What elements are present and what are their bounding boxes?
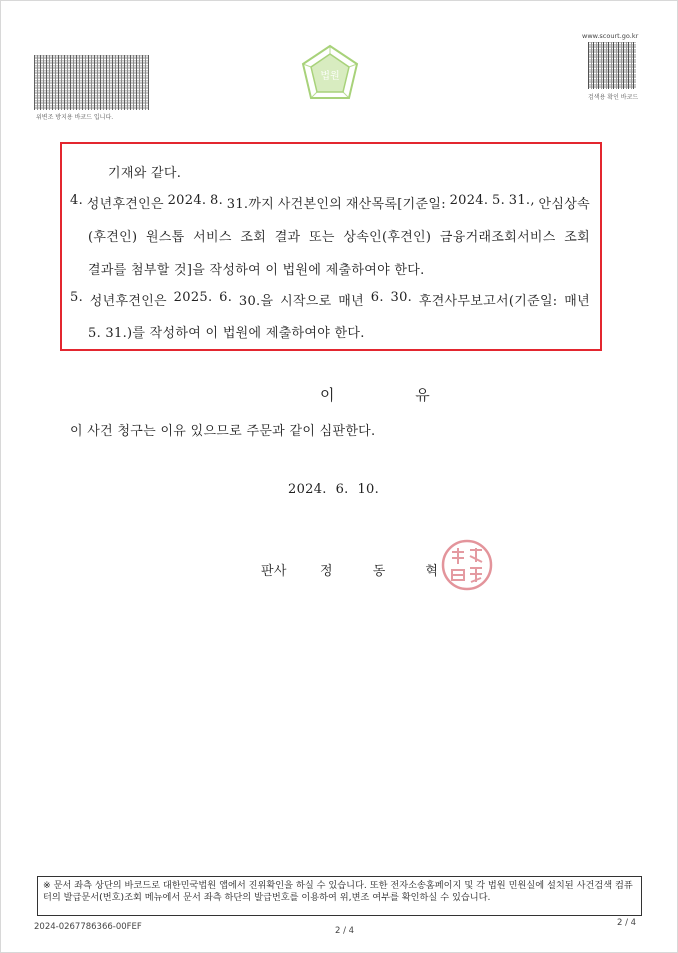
page-number-right: 2 / 4 bbox=[617, 918, 637, 928]
item-5-line-2: 5. 31.)를 작성하여 이 법원에 제출하여야 한다. bbox=[88, 326, 365, 341]
decision-date: 2024. 6. 10. bbox=[288, 482, 380, 497]
judge-title: 판사 bbox=[261, 564, 287, 579]
judge-name: 정 동 혁 bbox=[320, 564, 456, 579]
court-website-url: www.scourt.go.kr bbox=[582, 32, 639, 40]
reason-heading: 이 유 bbox=[320, 386, 468, 404]
court-emblem-icon bbox=[297, 42, 363, 108]
item-4-line-2: (후견인) 원스톱 서비스 조회 결과 또는 상속인(후견인) 금융거래조회서비스 조회 bbox=[88, 230, 590, 245]
judge-seal-stamp-icon bbox=[440, 538, 494, 592]
emblem-text: 법원 bbox=[320, 71, 340, 82]
item-5-line-1: 5. 성년후견인은 2025. 6. 30.을 시작으로 매년 6. 30. 후견사무보고서(기준일: 매년 bbox=[70, 290, 590, 309]
verification-barcode bbox=[34, 55, 149, 110]
barcode-caption: 위변조 방지용 바코드 입니다. bbox=[36, 114, 114, 121]
qr-caption: 검색용 확인 바코드 bbox=[588, 94, 639, 101]
page-number-center: 2 / 4 bbox=[335, 926, 355, 936]
verification-notice: ※ 문서 좌측 상단의 바코드로 대한민국법원 앱에서 진위확인을 하실 수 있습니다. 또한 전자소송홈페이지 및 각 법원 민원실에 설치된 사건검색 컴퓨터의 발급문서(번호)조회 메뉴에서 문서 좌측 하단의 발급번호를 이용하여 위,변조 여부를 확인하실 수 있습니다. bbox=[37, 876, 642, 916]
continuation-text: 기재와 같다. bbox=[108, 166, 182, 181]
search-qr-code bbox=[588, 42, 636, 89]
reason-text: 이 사건 청구는 이유 있으므로 주문과 같이 심판한다. bbox=[70, 424, 376, 439]
issue-number: 2024-0267786366-00FEF bbox=[34, 922, 142, 932]
item-4-line-3: 결과를 첨부할 것]을 작성하여 이 법원에 제출하여야 한다. bbox=[88, 263, 425, 278]
item-4-line-1: 4. 성년후견인은 2024. 8. 31.까지 사건본인의 재산목록[기준일: 2024. 5. 31., 안심상속 bbox=[70, 193, 590, 212]
